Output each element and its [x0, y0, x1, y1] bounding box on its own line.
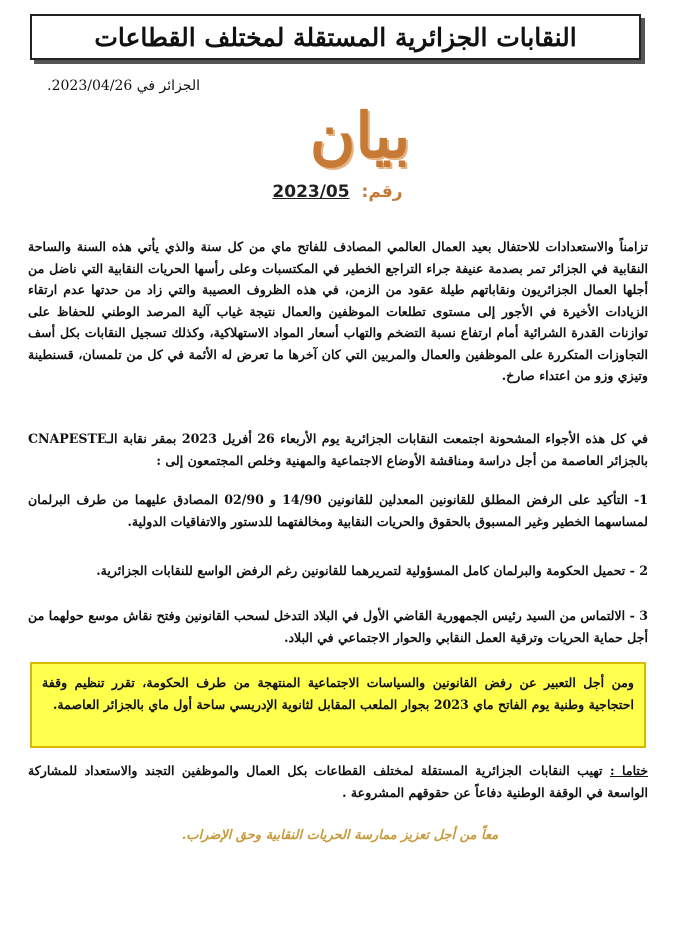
paragraph-point-2: 2 - تحميل الحكومة والبرلمان كامل المسؤولية لتمريرهما للقانونين رغم الرفض الواسع للنقابات الجزائرية. — [96, 563, 648, 578]
closing-label: ختاما : — [609, 763, 648, 778]
closing-text: تهيب النقابات الجزائرية المستقلة لمختلف القطاعات بكل العمال والموظفين التجند والاستعداد للمشاركة الواسعة في الوقفة الوطنية دفاعاً عن حقوقهم المشروعة . — [28, 763, 648, 800]
statement-logo-word: بيان — [309, 98, 411, 172]
slogan: معاً من أجل تعزيز ممارسة الحريات النقابية وحق الإضراب. — [181, 828, 499, 843]
date-line: الجزائر في 2023/04/26. — [47, 78, 200, 94]
reference-value: 2023/05 — [272, 182, 350, 202]
paragraph-point-3: 3 - الالتماس من السيد رئيس الجمهورية القاضي الأول في البلاد التدخل لسحب القانونين وفتح نقاش موسع حولهما من أجل حماية الحريات وترقية العمل النقابي والحوار الاجتماعي في البلاد. — [28, 608, 648, 645]
header-banner — [30, 14, 641, 60]
highlight-box: ومن أجل التعبير عن رفض القانونين والسياسات الاجتماعية المنتهجة من طرف الحكومة، تقرر تنظيم وقفة احتجاجية وطنية يوم الفاتح ماي 2023 بجوار الملعب المقابل لثانوية الإدريسي ساحة أول ماي بالجزائر العاصمة. — [30, 662, 646, 748]
closing-paragraph — [28, 760, 648, 804]
paragraph-intro: تزامناً والاستعدادات للاحتفال بعيد العمال العالمي المصادف للفاتح ماي من كل سنة والذي يأتي هذه السنة والساحة النقابية في الجزائر تمر بصدمة عنيفة جراء التراجع الخطير في المكتسبات وعلى رأسها الحريات النقابية التي ناضل من أجلها العمال الجزائريون ونقاباتهم طيلة عقود من الزمن، في هذه الظروف العصيبة والتي زاد من حدتها عدم ارتقاء الزيادات الأخيرة في الأجور إلى مستوى تطلعات الموظفين والعمال نتيجة غياب آلية المرصد الوطني للحفاظ على توازنات القدرة الشرائية أمام ارتفاع نسبة التضخم والتهاب أسعار المواد الاستهلاكية، وكذلك تسجيل النقابات بكل أسف التجاوزات المتكررة على الموظفين والعمال والمربين التي كان آخرها ما تعرض له الأئمة في كل من تلمسان، قسنطينة وتيزي وزو من اعتداء صارخ. — [28, 239, 648, 383]
paragraph-meeting: في كل هذه الأجواء المشحونة اجتمعت النقابات الجزائرية يوم الأربعاء 26 أفريل 2023 بمقر نقابة الـCNAPESTE بالجزائر العاصمة من أجل دراسة ومناقشة الأوضاع الاجتماعية والمهنية وخلص المجتمعون إلى : — [28, 431, 649, 468]
paragraph-point-1: 1- التأكيد على الرفض المطلق للقانونين المعدلين للقانونين 14/90 و 02/90 المصادق عليهما من طرف البرلمان لمساسهما الخطير وغير المسبوق بالحقوق والحريات النقابية ومخالفتهما للدستور والاتفاقيات الدولية. — [28, 492, 648, 529]
reference-number — [200, 182, 475, 202]
reference-label: رقم: — [361, 182, 403, 202]
header-title: النقابات الجزائرية المستقلة لمختلف القطاعات — [94, 22, 577, 52]
